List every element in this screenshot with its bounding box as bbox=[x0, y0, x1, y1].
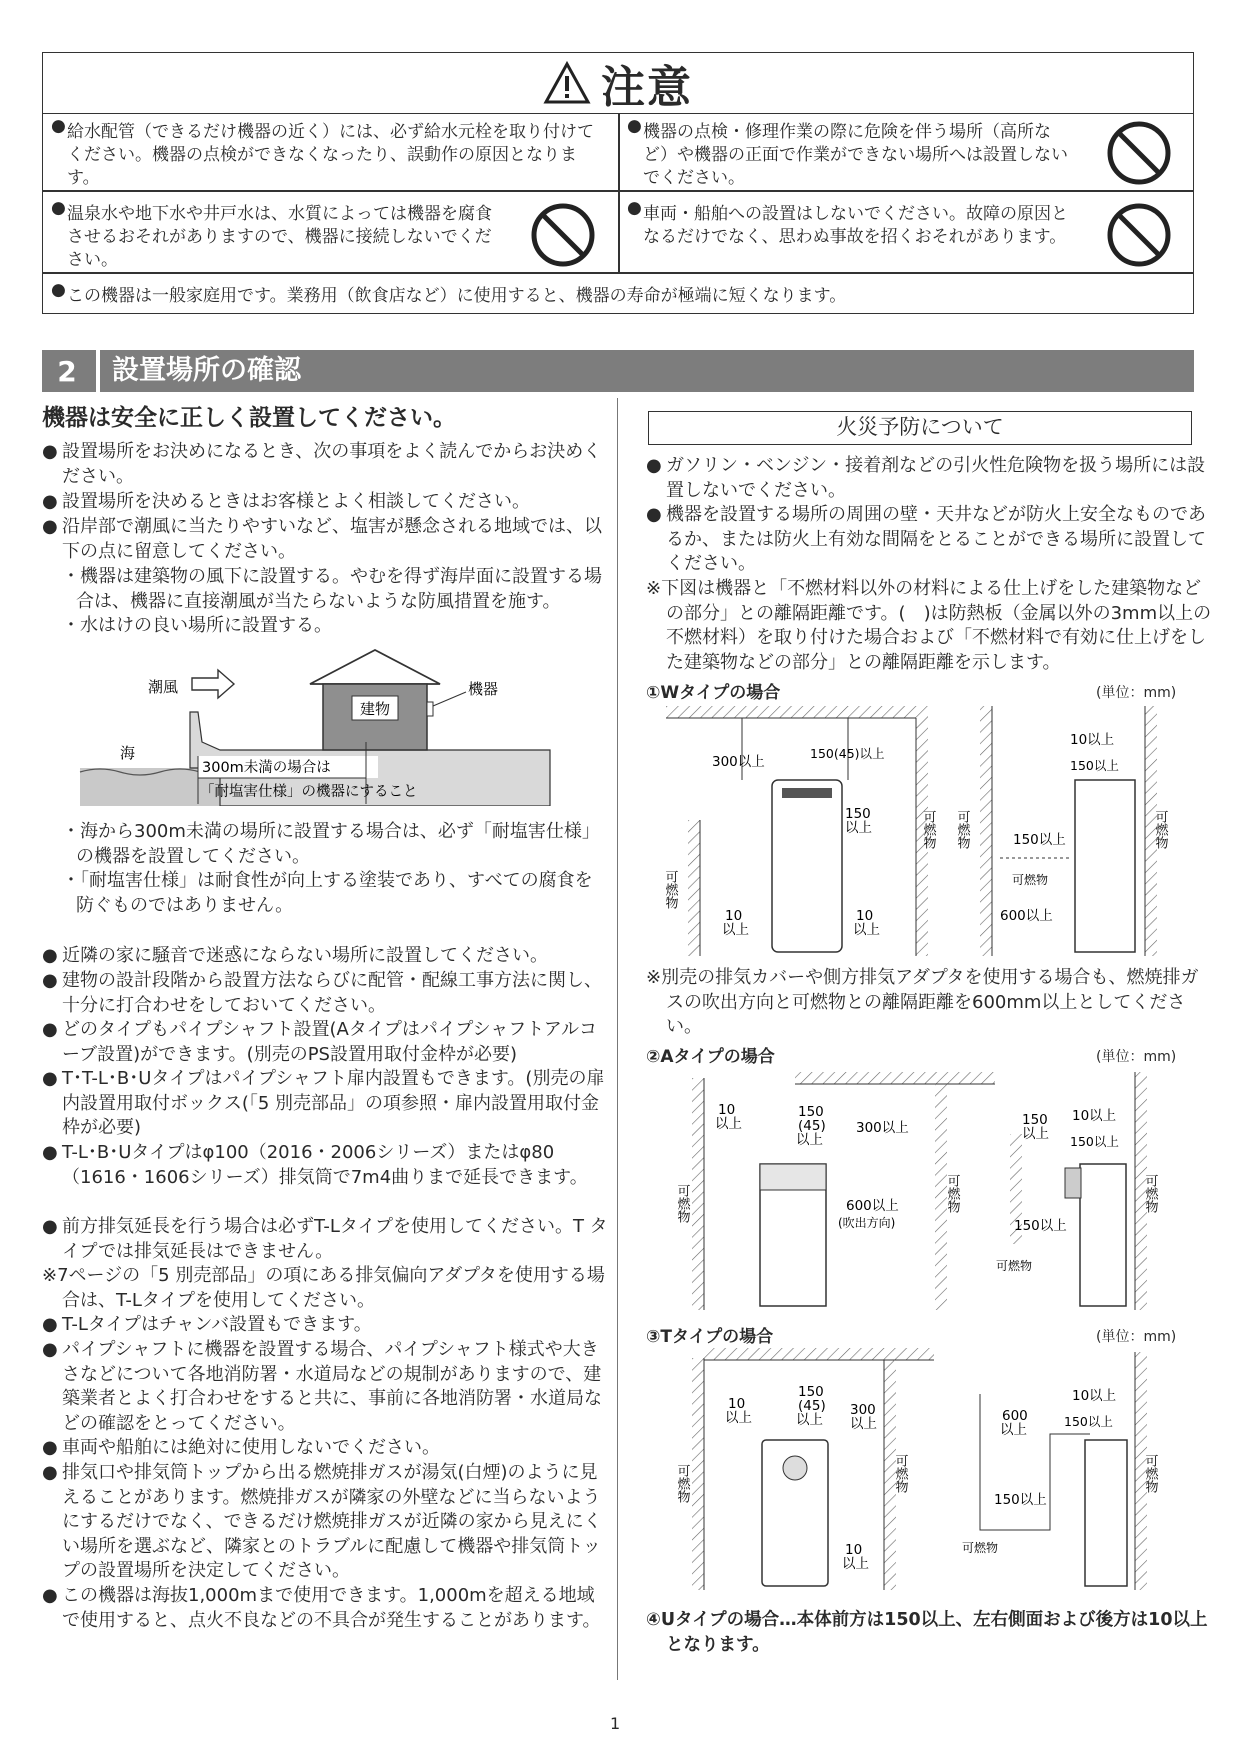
svg-text:10: 10 bbox=[856, 908, 874, 924]
svg-text:以上: 以上 bbox=[796, 1412, 823, 1428]
fire-prevention-heading: 火災予防について bbox=[648, 411, 1192, 445]
svg-text:10: 10 bbox=[728, 1396, 746, 1412]
list-item: ● 前方排気延長を行う場合は必ずT-Lタイプを使用してください。T タイプでは排気延長はできません。 bbox=[42, 1216, 608, 1262]
svg-text:150以上: 150以上 bbox=[994, 1492, 1047, 1508]
list-item: ● T-Lタイプはチャンバ設置もできます。 bbox=[42, 1314, 372, 1335]
prohibition-icon bbox=[1105, 119, 1173, 187]
prohibition-icon bbox=[529, 201, 597, 269]
list-item: ● 建物の設計段階から設置方法ならびに配管・配線工事方法に関し、十分に打合わせをしておいてください。 bbox=[42, 970, 602, 1016]
svg-text:150以上: 150以上 bbox=[1070, 758, 1119, 773]
svg-text:150: 150 bbox=[845, 806, 871, 822]
note: ※別売の排気カバーや側方排気アダプタを使用する場合も、燃焼排ガスの吹出方向と可燃物との離隔距離を600mm以上としてください。 bbox=[646, 967, 1199, 1037]
svg-text:150以上: 150以上 bbox=[1013, 832, 1066, 848]
section-number: 2 bbox=[57, 354, 77, 388]
svg-text:300以上: 300以上 bbox=[856, 1120, 909, 1136]
caution-box bbox=[42, 52, 1194, 314]
svg-text:300: 300 bbox=[850, 1402, 876, 1418]
unit-label: (単位：mm) bbox=[1096, 1049, 1177, 1065]
list-item: ● パイプシャフトに機器を設置する場合、パイプシャフト様式や大きさなどについて各地消防署・水道局などの規制がありますので、建築業者とよく打合わせをすると共に、事前に各地消防署・水道局などの確認をとってください。 bbox=[42, 1339, 602, 1434]
warning-triangle-icon bbox=[543, 61, 591, 105]
list-item: ● 設置場所を決めるときはお客様とよく相談してください。 bbox=[42, 491, 530, 512]
svg-text:以上: 以上 bbox=[850, 1416, 877, 1432]
caution-item: ● この機器は一般家庭用です。業務用（飲食店など）に使用すると、機器の寿命が極端に短くなります。 bbox=[51, 280, 847, 306]
list-item: ● この機器は海抜1,000mまで使用できます。1,000mを超える地域で使用すると、点火不良などの不具合が発生することがあります。 bbox=[42, 1585, 601, 1631]
svg-text:可燃物: 可燃物 bbox=[1142, 1174, 1158, 1213]
svg-text:以上: 以上 bbox=[853, 922, 880, 938]
svg-text:以上: 以上 bbox=[725, 1410, 752, 1426]
svg-text:(45): (45) bbox=[798, 1118, 826, 1134]
column-divider bbox=[617, 398, 618, 1680]
caution-item: ● 車両・船舶への設置はしないでください。故障の原因となるだけでなく、思わぬ事故を招くおそれがあります。 bbox=[627, 198, 1068, 247]
sub-item: ・「耐塩害仕様」は耐食性が向上する塗装であり、すべての腐食を防ぐものではありません。 bbox=[62, 870, 593, 916]
section-title: 設置場所の確認 bbox=[112, 355, 301, 386]
svg-text:可燃物: 可燃物 bbox=[996, 1259, 1033, 1273]
section-header bbox=[42, 350, 1194, 392]
building-label: 建物 bbox=[359, 700, 391, 718]
svg-text:600: 600 bbox=[1002, 1408, 1028, 1424]
svg-text:600以上: 600以上 bbox=[1000, 908, 1053, 924]
distance-note: 300m未満の場合は bbox=[202, 760, 331, 776]
svg-text:150以上: 150以上 bbox=[1070, 1134, 1119, 1149]
svg-text:以上: 以上 bbox=[722, 922, 749, 938]
svg-text:以上: 以上 bbox=[796, 1132, 823, 1148]
svg-text:(45): (45) bbox=[798, 1398, 826, 1414]
lead-heading: 機器は安全に正しく設置してください。 bbox=[42, 405, 456, 431]
svg-text:可燃物: 可燃物 bbox=[1012, 873, 1049, 887]
list-item: ● 沿岸部で潮風に当たりやすいなど、塩害が懸念される地域では、以下の点に留意してください。 bbox=[42, 516, 602, 562]
svg-text:150: 150 bbox=[798, 1104, 824, 1120]
svg-text:可燃物: 可燃物 bbox=[892, 1454, 908, 1493]
svg-text:可燃物: 可燃物 bbox=[954, 810, 970, 849]
svg-text:150以上: 150以上 bbox=[1064, 1414, 1113, 1429]
svg-text:150以上: 150以上 bbox=[1014, 1218, 1067, 1234]
svg-text:600以上: 600以上 bbox=[846, 1198, 899, 1214]
svg-text:以上: 以上 bbox=[845, 820, 872, 836]
list-item: ● T-L･B･Uタイプはφ100（2016・2006シリーズ）またはφ80（1616・1606シリーズ）排気筒で7m4曲りまで延長できます。 bbox=[42, 1142, 588, 1188]
u-type-note: ④Uタイプの場合…本体前方は150以上、左右側面および後方は10以上となります。 bbox=[646, 1610, 1208, 1655]
caution-title: 注意 bbox=[601, 62, 693, 113]
svg-text:可燃物: 可燃物 bbox=[962, 1541, 999, 1555]
sea-label: 海 bbox=[120, 744, 136, 762]
svg-text:可燃物: 可燃物 bbox=[1152, 810, 1168, 849]
svg-text:10: 10 bbox=[718, 1102, 736, 1118]
a-type-diagram bbox=[650, 1064, 1190, 1314]
salt-wind-diagram bbox=[70, 646, 570, 806]
unit-label: (単位：mm) bbox=[1096, 685, 1177, 701]
distance-note: 「耐塩害仕様」の機器にすること bbox=[200, 784, 418, 800]
svg-text:可燃物: 可燃物 bbox=[944, 1174, 960, 1213]
svg-text:10以上: 10以上 bbox=[1070, 732, 1115, 748]
list-item: ● 設置場所をお決めになるとき、次の事項をよく読んでからお決めください。 bbox=[42, 441, 602, 487]
svg-text:可燃物: 可燃物 bbox=[674, 1184, 690, 1223]
svg-text:150(45)以上: 150(45)以上 bbox=[810, 746, 885, 761]
svg-text:可燃物: 可燃物 bbox=[1142, 1454, 1158, 1493]
svg-text:以上: 以上 bbox=[842, 1556, 869, 1572]
sub-item: ・水はけの良い場所に設置する。 bbox=[62, 615, 332, 636]
list-item: ● T･T-L･B･Uタイプはパイプシャフト扉内設置もできます。(別売の扉内設置用取付ボックス(「5 別売部品」の項参照・扉内設置用取付金枠が必要) bbox=[42, 1068, 605, 1138]
unit-label: (単位：mm) bbox=[1096, 1329, 1177, 1345]
svg-text:10: 10 bbox=[845, 1542, 863, 1558]
caution-item: ● 機器の点検・修理作業の際に危険を伴う場所（高所など）や機器の正面で作業ができない場所へは設置しないでください。 bbox=[627, 116, 1068, 188]
svg-text:10以上: 10以上 bbox=[1072, 1388, 1117, 1404]
caution-item: ● 給水配管（できるだけ機器の近く）には、必ず給水元栓を取り付けてください。機器の点検ができなくなったり、誤動作の原因となります。 bbox=[51, 116, 594, 188]
list-item: ● どのタイプもパイプシャフト設置(Aタイプはパイプシャフトアルコーブ設置)ができます。(別売のPS設置用取付金枠が必要) bbox=[42, 1019, 598, 1065]
a-type-title: ②Aタイプの場合 bbox=[646, 1047, 775, 1067]
svg-text:可燃物: 可燃物 bbox=[920, 810, 936, 849]
svg-text:(吹出方向): (吹出方向) bbox=[838, 1216, 896, 1230]
caution-item: ● 温泉水や地下水や井戸水は、水質によっては機器を腐食させるおそれがありますので、機器に接続しないでください。 bbox=[51, 198, 492, 270]
svg-text:300以上: 300以上 bbox=[712, 754, 765, 770]
note: ※7ページの「5 別売部品」の項にある排気偏向アダプタを使用する場合は、T-Lタイプを使用してください。 bbox=[42, 1265, 605, 1311]
list-item: ● 機器を設置する場所の周囲の壁・天井などが防火上安全なものであるか、または防火上有効な間隔をとることができる場所に設置してください。 bbox=[646, 504, 1206, 574]
caution-header bbox=[43, 53, 1193, 114]
list-item: ● ガソリン・ベンジン・接着剤などの引火性危険物を扱う場所には設置しないでください。 bbox=[646, 455, 1206, 501]
svg-text:以上: 以上 bbox=[715, 1116, 742, 1132]
list-item: ● 近隣の家に騒音で迷惑にならない場所に設置してください。 bbox=[42, 945, 548, 966]
prohibition-icon bbox=[1105, 201, 1173, 269]
svg-text:可燃物: 可燃物 bbox=[662, 870, 678, 909]
svg-text:150: 150 bbox=[1022, 1112, 1048, 1128]
list-item: ● 排気口や排気筒トップから出る燃焼排ガスが湯気(白煙)のように見えることがあります。燃焼排ガスが隣家の外壁などに当らないようにするだけでなく、できるだけ燃焼排ガスが近隣の家から見えにくい場所を選ぶなど、隣家とのトラブルに配慮して機器や排気筒トップの設置場所を決定してください。 bbox=[42, 1462, 602, 1581]
note: ※下図は機器と「不燃材料以外の材料による仕上げをした建築物などの部分」との離隔距離です。( )は防熱板（金属以外の3mm以上の不燃材料）を取り付けた場合および「不燃材料で有効に仕上げをした建築物などの部分」との離隔距離を示します。 bbox=[646, 578, 1212, 673]
svg-text:以上: 以上 bbox=[1000, 1422, 1027, 1438]
wind-label: 潮風 bbox=[148, 678, 179, 696]
w-type-diagram bbox=[650, 700, 1190, 960]
page-number: 1 bbox=[610, 1714, 621, 1733]
svg-text:以上: 以上 bbox=[1022, 1126, 1049, 1142]
t-type-title: ③Tタイプの場合 bbox=[646, 1327, 774, 1347]
list-item: ● 車両や船舶には絶対に使用しないでください。 bbox=[42, 1437, 440, 1458]
t-type-diagram bbox=[650, 1344, 1190, 1594]
sub-item: ・海から300m未満の場所に設置する場合は、必ず「耐塩害仕様」の機器を設置してください。 bbox=[62, 821, 600, 867]
svg-text:10以上: 10以上 bbox=[1072, 1108, 1117, 1124]
device-label: 機器 bbox=[468, 680, 499, 698]
w-type-title: ①Wタイプの場合 bbox=[646, 683, 781, 703]
svg-text:150: 150 bbox=[798, 1384, 824, 1400]
svg-text:10: 10 bbox=[725, 908, 743, 924]
svg-text:可燃物: 可燃物 bbox=[674, 1464, 690, 1503]
sub-item: ・機器は建築物の風下に設置する。やむを得ず海岸面に設置する場合は、機器に直接潮風が当たらないような防風措置を施す。 bbox=[62, 566, 602, 612]
